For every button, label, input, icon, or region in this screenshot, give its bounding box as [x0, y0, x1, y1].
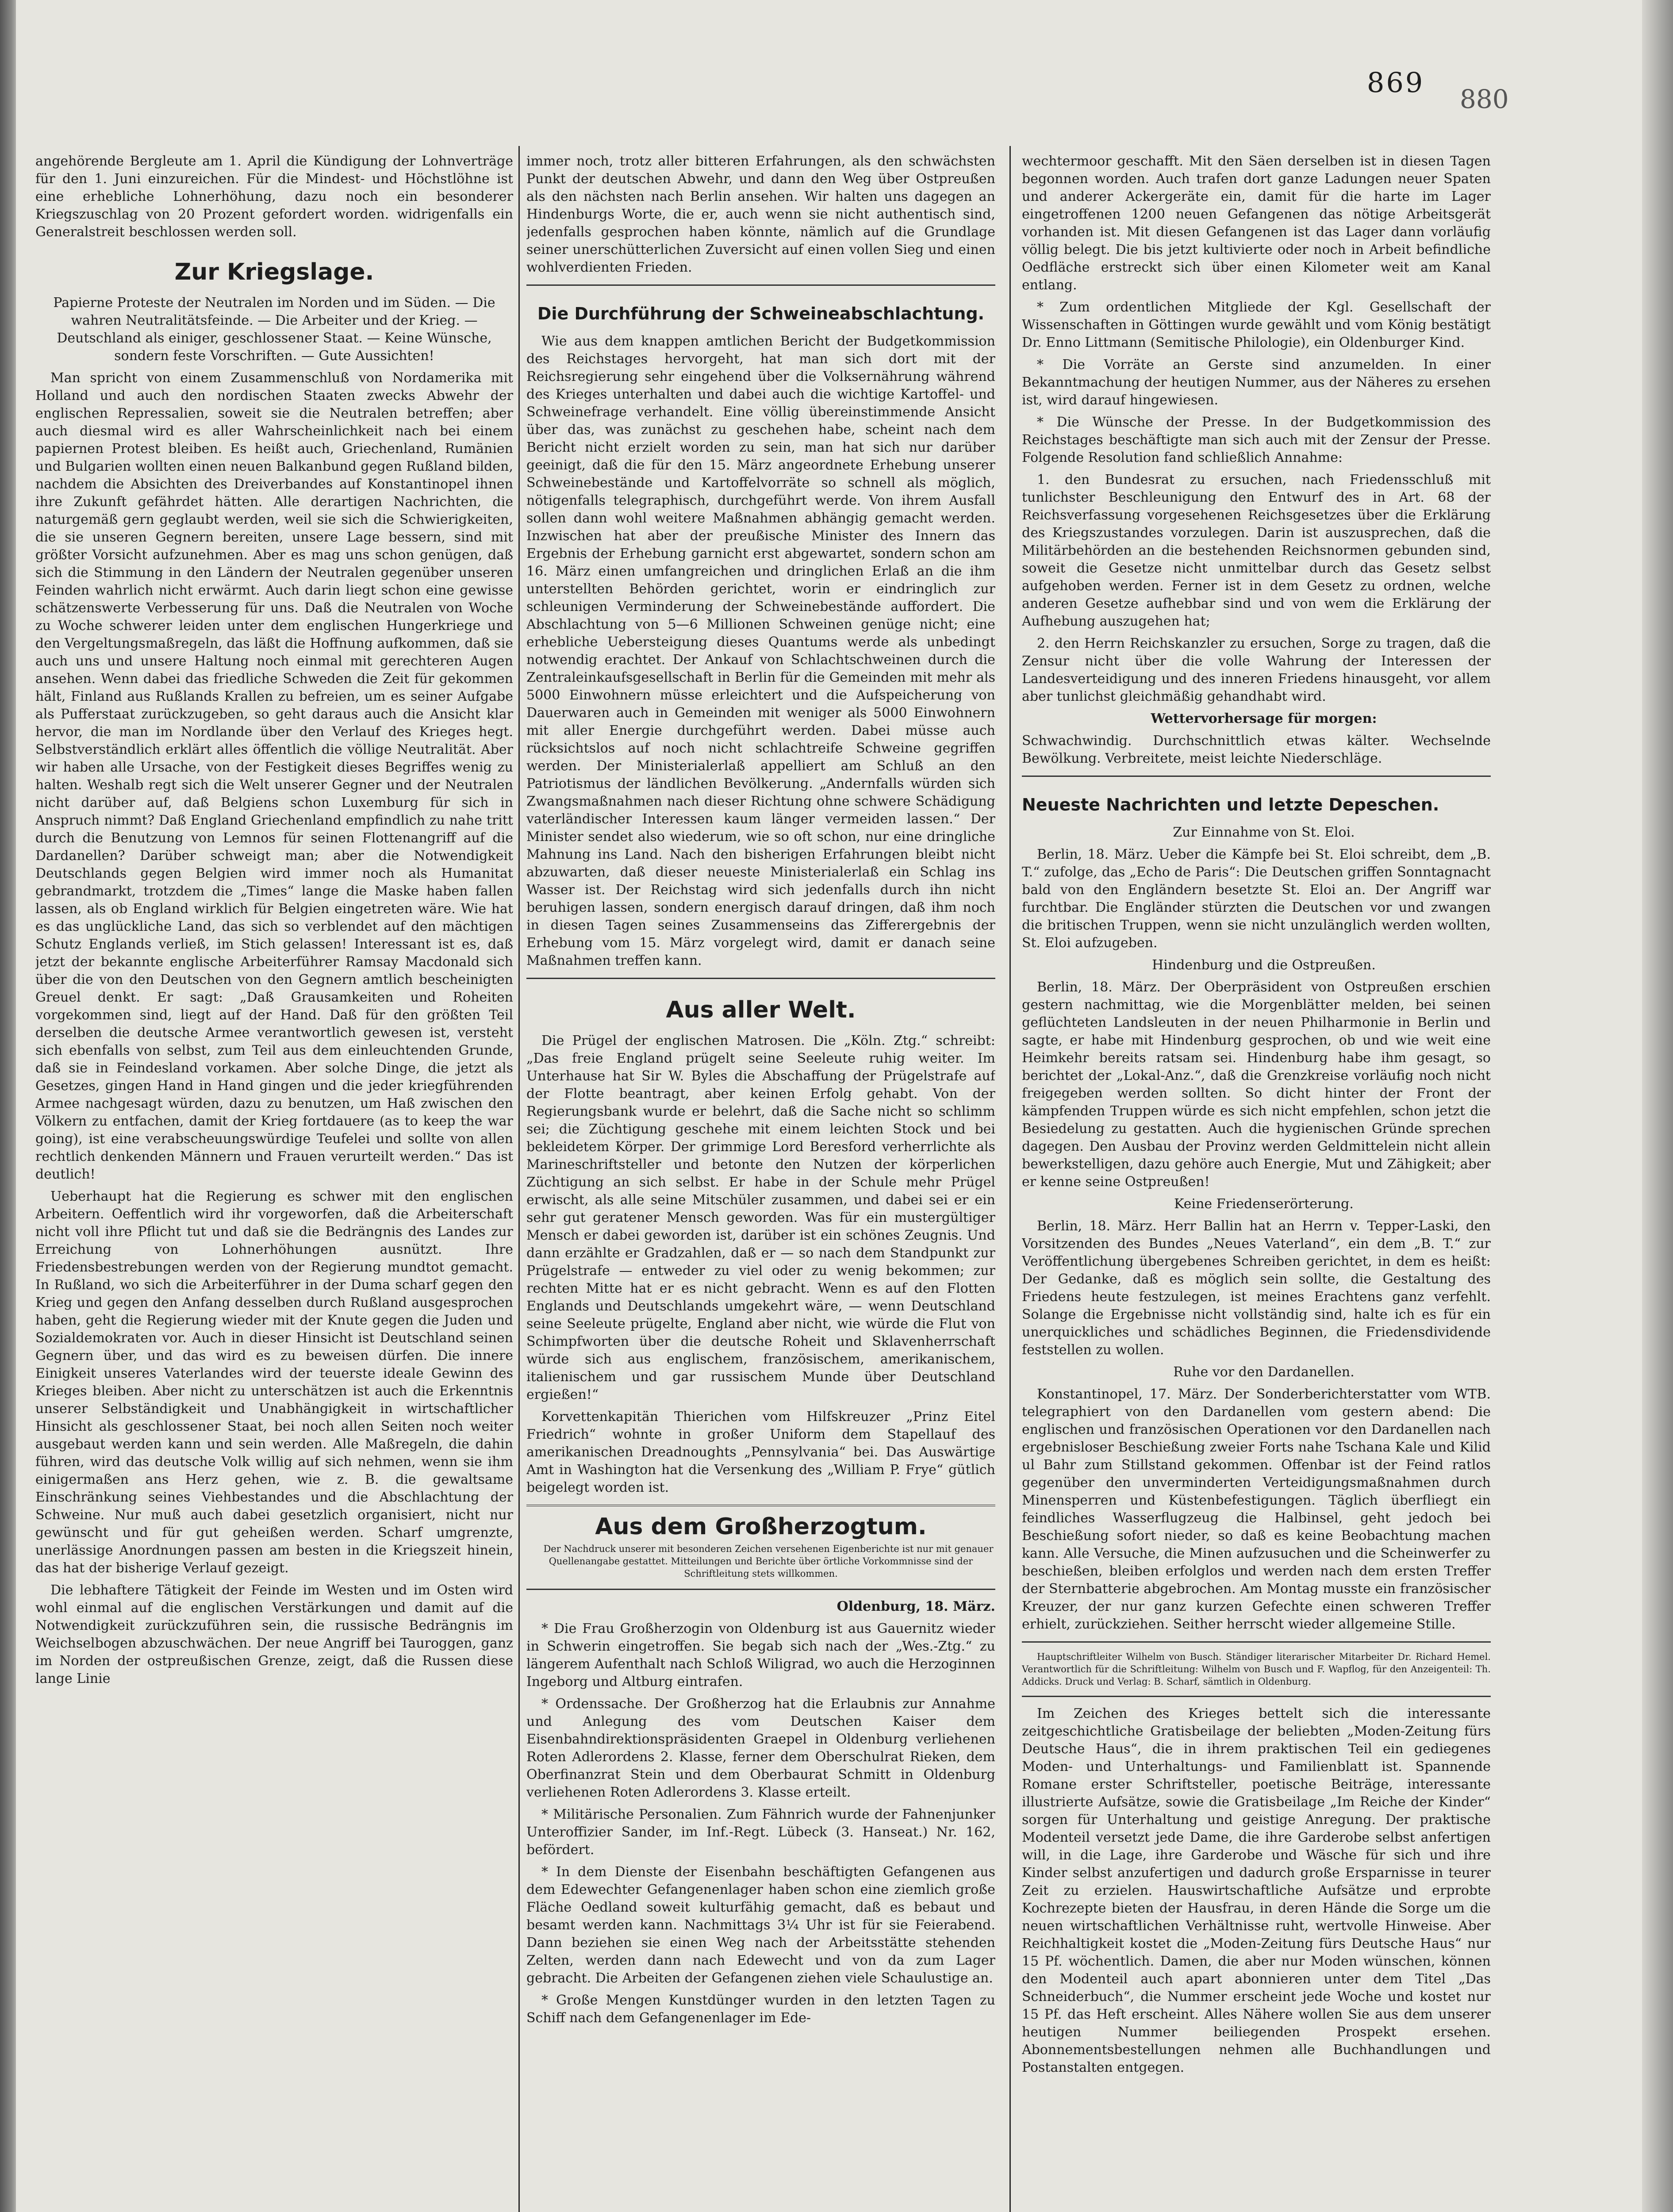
welt-paragraph-2: Korvettenkapitän Thierichen vom Hilfskreuzer „Prinz Eitel Friedrich“ wohnte in großer Uniform dem Stapellauf des amerikanischen Dreadnoughts „Pennsylvania“ bei. Das Auswärtige Amt in Washington hat die Versenkung des „William P. Frye“ gütlich beigelegt worden ist.	[526, 1409, 995, 1495]
dateline: Oldenburg, 18. März.	[836, 1599, 995, 1614]
local-item-6: * Zum ordentlichen Mitgliede der Kgl. Gesellschaft der Wissenschaften in Göttingen wurde gewählt und vom König bestätigt Dr. Enno Littmann (Semitische Philologie), ein Oldenburger Kind.	[1022, 300, 1491, 350]
heading-kriegslage: Zur Kriegslage.	[174, 259, 374, 285]
kriegslage-paragraph-1: Man spricht von einem Zusammenschluß von Nordamerika mit Holland und auch den nordischen Staaten zwecks Abwehr der englischen Repressalien, soweit sie die Neutralen betreffen; aber auch diesmal wird es aller Wahrscheinlichkeit nach bei einem papiernen Protest bleiben. Es heißt auch, Griechenland, Rumänien und Bulgarien wollten einen neuen Balkanbund gegen Rußland bilden, nachdem die Absichten des Dreiverbandes auf Konstantinopel ihnen ihre Zukunft gefährdet hätten. Alle derartigen Nachrichten, die naturgemäß gern geglaubt werden, weil sie sich die Schwierigkeiten, die sie unseren Gegnern bereiten, unsere Lage bessern, sind mit größter Vorsicht aufzunehmen. Aber es mag uns schon genügen, daß sich die Stimmung in den Ländern der Neutralen gegenüber unseren Feinden wahrlich nicht erwärmt. Auch darin liegt schon eine gewisse schätzenswerte Verbesserung für uns. Daß die Neutralen von Woche zu Woche schwerer leiden unter dem englischen Hungerkriege und den Vergeltungsmaßregeln, das läßt die Hoffnung aufkommen, daß sie auch uns und unsere Haltung noch einmal mit gerechteren Augen ansehen. Wenn dabei das friedliche Schweden die Zeit für gekommen hält, Finland aus Rußlands Krallen zu befreien, um es seiner Aufgabe als Pufferstaat zurückzugeben, so geht daraus auch die Ansicht klar hervor, die man im Nordlande über den Verlauf des Krieges hegt. Selbstverständlich erklärt alles öffentlich die völlige Neutralität. Aber wir haben alle Ursache, von der Festigkeit dieses Begriffes wenig zu halten. Weshalb regt sich die Welt unserer Gegner und der Neutralen nicht darüber auf, daß Belgiens schon Luxemburg für sich in Anspruch nimmt? Daß England Griechenland empfindlich zu nahe tritt durch die Benutzung von Lemnos für seinen Flottenangriff auf die Dardanellen? Darüber schweigt man; aber die Notwendigkeit Deutschlands gegen Belgien wird immer noch als Humanitat gebrandmarkt, trotzdem die „Times“ lange die Maske haben fallen lassen, als ob England wirklich für Belgien eingetreten wäre. Wie hat es das unglückliche Land, das sich so verblendet auf den mächtigen Schutz Englands verließ, im Stich gelassen! Interessant ist es, daß jetzt der bekannte englische Arbeiterführer Ramsay Macdonald sich über die von den Deutschen von den Gegnern amtlich bescheinigten Greuel denkt. Er sagt: „Daß Grausamkeiten und Roheiten vorgekommen sind, liegt auf der Hand. Daß für den größten Teil derselben die deutsche Armee verantwortlich gewesen ist, versteht sich ebenfalls von selbst, zum Teil aus dem einleuchtenden Grunde, daß sie in Feindesland vorkamen. Aber solche Dinge, die jetzt als Gesetzes, gingen Hand in Hand gingen und die jeder kriegführenden Armee nachgesagt würden, dazu zu benutzen, um Haß zwischen den Völkern zu entfachen, damit der Krieg fortdauere (as to keep the war going), ist eine verabscheuungswürdige Teufelei und sollte von allen rechtlich denkenden Männern und Frauen verurteilt werden.“ Das ist deutlich!	[35, 370, 513, 1182]
section-rule	[1022, 776, 1491, 777]
subheading-dardanellen: Ruhe vor den Dardanellen.	[1173, 1364, 1355, 1380]
kriegslage-summary: Papierne Proteste der Neutralen im Norden und im Süden. — Die wahren Neutralitätsfeinde. — Die Arbeiter und der Krieg. — Deutschland als einiger, geschlossener Staat. — Keine Wünsche, sondern feste Vorschriften. — Gute Aussichten!	[53, 295, 495, 364]
page-number-stamp: 880	[1460, 84, 1509, 114]
local-item-4: * In dem Dienste der Eisenbahn beschäftigten Gefangenen aus dem Edewechter Gefangenenlager haben schon eine ziemlich große Fläche Oedland soweit kulturfähig gemacht, daß es bebaut und besamt werden kann. Nachmittags 3¼ Uhr ist für sie Feierabend. Dann beziehen sie einen Weg nach der Arbeitsstätte stehenden Zelten, werden dann nach Edewecht und von da zum Lager gebracht. Die Arbeiten der Gefangenen ziehen viele Schaulustige an.	[526, 1864, 995, 1986]
schweine-paragraph: Wie aus dem knappen amtlichen Bericht der Budgetkommission des Reichstages hervorgeht, hat man sich dort mit der Reichsregierung sehr eingehend über die Volksernährung während des Krieges unterhalten und dabei auch die wichtige Kartoffel- und Schweinefrage verhandelt. Eine völlig übereinstimmende Ansicht über das, was zunächst zu geschehen habe, scheint nach dem Bericht nicht erzielt worden zu sein, man hat sich nur darüber geeinigt, daß die für den 15. März angeordnete Erhebung unserer Schweinebestände und Kartoffelvorräte so schnell als möglich, nötigenfalls telegraphisch, durchgeführt werde. Von ihrem Ausfall sollen dann wohl weitere Maßnahmen abhängig gemacht werden. Inzwischen hat aber der preußische Minister des Innern das Ergebnis der Erhebung garnicht erst abgewartet, sondern schon am 16. März einen umfangreichen und dringlichen Erlaß an die ihm unterstellten Behörden gerichtet, worin er eindringlich zur schleunigen Verminderung der Schweinebestände auffordert. Die Abschlachtung von 5—6 Millionen Schweinen genüge nicht; eine erhebliche Uebersteigung dieses Quantums werde als unbedingt notwendig erachtet. Der Ankauf von Schlachtschweinen durch die Zentraleinkaufsgesellschaft in Berlin für die Gemeinden mit mehr als 5000 Einwohnern müsse erleichtert und die Aufspeicherung von Dauerwaren auch in Gemeinden mit weniger als 5000 Einwohnern mit aller Energie durchgeführt werden. Dabei müsse auch rücksichtslos auf noch nicht schlachtreife Schweine gegriffen werden. Der Ministerialerlaß appelliert am Schluß an den Patriotismus der ländlichen Bevölkerung. „Andernfalls würden sich Zwangsmaßnahmen nach dieser Richtung ohne schwere Schädigung vaterländischer Interessen kaum länger vermeiden lassen.“ Der Minister sendet also wiederum, wie so oft schon, nur eine dringliche Mahnung ins Land. Nach den bisherigen Erfahrungen bleibt nicht abzuwarten, daß dieser neueste Ministerialerlaß ein Schlag ins Wasser ist. Der Reichstag wird sich jedenfalls durch ihn nicht beruhigen lassen, sondern energisch darauf dringen, daß ihm noch in diesen Tagen seines Zusammenseins das Zifferergebnis der Erhebung vom 15. März vorgelegt wird, damit er danach seine Maßnahmen treffen kann.	[526, 334, 995, 968]
subheading-frieden: Keine Friedenserörterung.	[1174, 1196, 1354, 1212]
local-item-5: * Große Mengen Kunstdünger wurden in den letzten Tagen zu Schiff nach dem Gefangenenlager im Ede-	[526, 1993, 995, 2026]
heading-schweineabschlachtung: Die Durchführung der Schweineabschlachtung.	[537, 304, 985, 323]
column-1	[35, 153, 513, 2212]
column-2	[526, 153, 995, 2212]
weather-heading: Wettervorhersage für morgen:	[1151, 711, 1377, 726]
section-rule	[1022, 1696, 1491, 1697]
news-dardanellen: Konstantinopel, 17. März. Der Sonderberichterstatter vom WTB. telegraphiert von den Dardanellen vom gestern abend: Die englischen und französischen Operationen vor den Dardanellen nach ergebnisloser Beschießung zweier Forts nahe Tschana Kale und Kilid ul Bahr zum Stillstand gekommen. Offenbar ist der Feind ratlos gegenüber den unverminderten Verteidigungsmaßnahmen durch Minensperren und Küstenbefestigungen. Täglich überfliegt ein feindliches Wasserflugzeug die Halbinsel, geht jedoch bei Beschießung sofort nieder, so daß es keine Beobachtung machen kann. Alle Versuche, die Minen aufzusuchen und die Scheinwerfer zu beschießen, bleiben erfolglos und werden nach dem ersten Treffer der Sternbatterie abgebrochen. Am Montag musste ein französischer Kreuzer, der nur ganz kurzen Gefechte einen schweren Treffer erhielt, zurückziehen. Seither herrscht wieder allgemeine Stille.	[1022, 1386, 1491, 1632]
grossherzogtum-header-box	[526, 1505, 995, 1590]
resolution-item-1: 1. den Bundesrat zu ersuchen, nach Friedensschluß mit tunlichster Beschleunigung den Entwurf des in Art. 68 der Reichsverfassung vorgesehenen Reichsgesetzes über die Erklärung des Kriegszustandes vorzulegen. Darin ist auszusprechen, daß die Militärbehörden an die bestehenden Reichsnormen gebunden sind, soweit die Gesetze nicht unmittelbar durch das Gesetz selbst aufgehoben werden. Ferner ist in dem Gesetz zu ordnen, welche anderen Gesetze aufhebbar sind und von wem die Erklärung der Aufhebung auszugehen hat;	[1022, 472, 1491, 629]
local-item-2: * Ordenssache. Der Großherzog hat die Erlaubnis zur Annahme und Anlegung des vom Deutschen Kaiser dem Eisenbahndirektionspräsidenten Graepel in Oldenburg verliehenen Roten Adlerordens 2. Klasse, ferner dem Oberschulrat Rieken, dem Oberfinanzrat Stein und dem Oberbaurat Schmitt in Oldenburg verliehenen Roten Adlerordens 3. Klasse erteilt.	[526, 1696, 995, 1800]
local-item-1: * Die Frau Großherzogin von Oldenburg ist aus Gauernitz wieder in Schwerin eingetroffen. Sie begab sich nach der „Wes.-Ztg.“ zu längerem Aufenthalt nach Schloß Wiligrad, wo auch die Herzoginnen Ingeborg und Altburg eintrafen.	[526, 1621, 995, 1690]
heading-neueste-nachrichten: Neueste Nachrichten und letzte Depeschen.	[1022, 795, 1439, 814]
section-rule	[526, 284, 995, 286]
intro-paragraph: angehörende Bergleute am 1. April die Kündigung der Lohnverträge für den 1. Juni einzureichen. Für die Mindest- und Höchstlöhne ist eine erhebliche Lohnerhöhung, dazu noch ein besonderer Kriegszuschlag von 20 Prozent gefordert worden. widrigenfalls ein Generalstreit beschlossen werden soll.	[35, 154, 513, 240]
kriegslage-paragraph-3: Die lebhaftere Tätigkeit der Feinde im Westen und im Osten wird wohl einmal auf die englischen Verstärkungen und damit auf die Notwendigkeit zurückzuführen sein, die russische Bedrängnis im Weichselbogen abzuschwächen. Der neue Angriff bei Tauroggen, ganz im Norden der ostpreußischen Grenze, zeigt, daß die Russen diese lange Linie	[35, 1582, 513, 1686]
local-item-7: * Die Vorräte an Gerste sind anzumelden. In einer Bekanntmachung der heutigen Nummer, aus der Näheres zu ersehen ist, wird darauf hingewiesen.	[1022, 357, 1491, 408]
news-frieden: Berlin, 18. März. Herr Ballin hat an Herrn v. Tepper-Laski, den Vorsitzenden des Bundes „Neues Vaterland“, ein dem „B. T.“ zur Veröffentlichung übergebenes Schreiben gerichtet, in dem es heißt: Der Gedanke, daß es möglich sein sollte, die Gestaltung des Friedens heute festzulegen, ist meines Erachtens ganz verfehlt. Solange die Ergebnisse nicht vollständig sind, halte ich es für ein unerquickliches und schädliches Beginnen, die Friedensdividende feststellen zu wollen.	[1022, 1218, 1491, 1358]
local-item-8: * Die Wünsche der Presse. In der Budgetkommission des Reichstages beschäftigte man sich auch mit der Zensur der Presse. Folgende Resolution fand schließlich Annahme:	[1022, 415, 1491, 465]
column-divider-1	[518, 146, 520, 2212]
section-rule	[1022, 1641, 1491, 1643]
heading-aus-aller-welt: Aus aller Welt.	[666, 997, 856, 1023]
local-item-3: * Militärische Personalien. Zum Fähnrich wurde der Fahnenjunker Unteroffizier Sander, im Inf.-Regt. Lübeck (3. Hanseat.) Nr. 162, befördert.	[526, 1807, 995, 1858]
subheading-st-eloi: Zur Einnahme von St. Eloi.	[1173, 825, 1355, 840]
news-st-eloi: Berlin, 18. März. Ueber die Kämpfe bei St. Eloi schreibt, dem „B. T.“ zufolge, das „Echo de Paris“: Die Deutschen griffen Sonntagnacht bald von den Engländern besetzte St. Eloi an. Der Angriff war furchtbar. Die Engländer stürzten die Deutschen vor und zwangen die britischen Truppen, wenn sie nicht unzulänglich werden wollten, St. Eloi aufzugeben.	[1022, 847, 1491, 951]
page-number: 869	[1367, 66, 1425, 99]
page-fold	[1642, 0, 1673, 2212]
subheading-hindenburg: Hindenburg und die Ostpreußen.	[1152, 957, 1376, 973]
reprint-notice: Der Nachdruck unserer mit besonderen Zeichen versehenen Eigenberichte ist nur mit genauer Quellenangabe gestattet. Mitteilungen und Berichte über örtliche Vorkommnisse sind der Schriftleitung stets willkommen.	[543, 1544, 994, 1579]
local-continuation: wechtermoor geschafft. Mit den Säen derselben ist in diesen Tagen begonnen worden. Auch trafen dort ganze Ladungen neuer Spaten und anderer Ackergeräte ein, damit für die harte im Lager eingetroffenen 1200 neuen Gefangenen das nötige Arbeitsgerät vorhanden ist. Mit diesen Gefangenen ist das Lager dann vorläufig völlig belegt. Die bis jetzt kultivierte oder noch in Arbeit befindliche Oedfläche erstreckt sich über einen Kilometer weit am Kanal entlang.	[1022, 154, 1491, 293]
welt-paragraph-1: Die Prügel der englischen Matrosen. Die „Köln. Ztg.“ schreibt: „Das freie England prügelt seine Seeleute ruhig weiter. Im Unterhause hat Sir W. Byles die Abschaffung der Prügelstrafe auf der Flotte beantragt, aber keinen Erfolg gehabt. Von der Regierungsbank wurde er belehrt, daß die Sache nicht so schlimm sei; die Züchtigung geschehe mit einem leichten Stock und bei bekleidetem Körper. Der grimmige Lord Beresford verherrlichte als Marineschriftsteller und betonte den Nutzen der körperlichen Züchtigung an sich selbst. Er habe in der Schule mehr Prügel erwischt, als alle seine Mitschüler zusammen, und dabei sei er ein sehr gut geratener Mensch geworden. Was für ein mustergültiger Mensch er dabei geworden ist, darüber ist ein schönes Zeugnis. Und dann erzählte er Gradzahlen, daß er — so nach dem Standpunkt zur Prügelstrafe — entweder zu viel oder zu wenig bekommen; zur rechten Mitte hat er es nicht gebracht. Wenn es auf den Flotten Englands und Deutschlands umgekehrt wäre, — wenn Deutschland seine Seeleute prügelte, England aber nicht, wie würde die Flut von Schimpfworten über die deutsche Roheit und Sklavenherrschaft würde sich aus englischem, französischem, amerikanischem, italienischem und gar russischem Munde über Deutschland ergießen!“	[526, 1033, 995, 1402]
kriegslage-continuation: immer noch, trotz aller bitteren Erfahrungen, als den schwächsten Punkt der deutschen Abwehr, und dann den Weg über Ostpreußen als den nächsten nach Berlin ansehen. Wir halten uns dagegen an Hindenburgs Worte, die er, auch wenn sie nicht authentisch sind, jedenfalls gesprochen haben könnte, nämlich auf die Grundlage seiner unerschütterlichen Zuversicht auf einen vollen Sieg und einen wohlverdienten Frieden.	[526, 154, 995, 275]
resolution-item-2: 2. den Herrn Reichskanzler zu ersuchen, Sorge zu tragen, daß die Zensur nicht über die volle Wahrung der Interessen der Landesverteidigung und des inneren Friedens hinausgeht, vor allem aber tunlichst gleichmäßig gehandhabt wird.	[1022, 636, 1491, 704]
kriegslage-paragraph-2: Ueberhaupt hat die Regierung es schwer mit den englischen Arbeitern. Oeffentlich wird ihr vorgeworfen, daß die Arbeiterschaft nicht voll ihre Pflicht tut und daß sie die Bedrängnis des Landes zur Erreichung von Lohnerhöhungen ausnützt. Ihre Friedensbestrebungen werden von der Regierung mundtot gemacht. In Rußland, wo sich die Arbeiterführer in der Duma scharf gegen den Krieg und gegen den Anfang desselben durch Rußland ausgesprochen haben, geht die Regierung wieder mit der Knute gegen die Juden und Sozialdemokraten vor. Auch in dieser Hinsicht ist Deutschland seinen Gegnern über, und das wird es zu beweisen dürfen. Die innere Einigkeit unseres Vaterlandes wird der teuerste ideale Gewinn des Krieges bleiben. Aber nicht zu unterschätzen ist auch die Erkenntnis unserer Selbständigkeit und Unabhängigkeit in wirtschaftlicher Hinsicht als geschlossener Staat, bei noch allen Seiten noch weiter ausgebaut werden kann und sein werden. Alle Maßregeln, die dahin führen, wird das deutsche Volk willig auf sich nehmen, wenn sie ihm einigermaßen ans Herz gehen, wie z. B. die gewaltsame Einschränkung seines Viehbestandes und die Abschlachtung der Schweine. Nur muß auch dabei gesetzlich organisiert, nicht nur gewünscht und für gut geheißen werden. Scharf umgrenzte, unerlässige Anordnungen passen am besten in die Kriegszeit hinein, das hat der bisherige Verlauf gezeigt.	[35, 1189, 513, 1576]
heading-grossherzogtum: Aus dem Großherzogtum.	[595, 1513, 927, 1540]
imprint: Hauptschriftleiter Wilhelm von Busch. Ständiger literarischer Mitarbeiter Dr. Richard Hemel. Verantwortlich für die Schriftleitung: Wilhelm von Busch und F. Wapflog, für den Anzeigenteil: Th. Addicks. Druck und Verlag: B. Scharf, sämtlich in Oldenburg.	[1022, 1651, 1491, 1687]
column-divider-2	[1009, 146, 1011, 2212]
column-3	[1022, 153, 1491, 2212]
news-hindenburg: Berlin, 18. März. Der Oberpräsident von Ostpreußen erschien gestern nachmittag, wie die Morgenblätter melden, bei seinen geflüchteten Landsleuten in der neuen Philharmonie in Berlin und sagte, er habe mit Hindenburg gesprochen, ob und wie weit eine Heimkehr bereits ratsam sei. Hindenburg habe ihm gesagt, so berichtet der „Lokal-Anz.“, daß die Grenzkreise vorläufig noch nicht freigegeben werden sollten. So dicht hinter der Front der kämpfenden Truppen würde es sich nicht empfehlen, schon jetzt die Besiedelung zu gestatten. Auch die hygienischen Gründe sprechen dagegen. Den Ausbau der Provinz werden Geldmittelein nicht allein bewerkstelligen, dazu gehöre auch Energie, Mut und Zähigkeit; aber er kenne seine Ostpreußen!	[1022, 979, 1491, 1190]
section-rule	[526, 978, 995, 979]
advertisement-moden-zeitung: Im Zeichen des Krieges bettelt sich die interessante zeitgeschichtliche Gratisbeilage der beliebten „Moden-Zeitung fürs Deutsche Haus“, die in ihrem praktischen Teil ein gediegenes Moden- und Unterhaltungs- und Familienblatt ist. Spannende Romane erster Schriftsteller, poetische Beiträge, interessante illustrierte Aufsätze, sowie die Gratisbeilage „Im Reiche der Kinder“ sorgen für Unterhaltung und geistige Anregung. Der praktische Modenteil versetzt jede Dame, die ihre Garderobe selbst anfertigen will, in die Lage, ihre Garderobe und Wäsche für sich und ihre Kinder selbst anzufertigen und dadurch große Ersparnisse in teurer Zeit zu erzielen. Hauswirtschaftliche Aufsätze und erprobte Kochrezepte bieten der Hausfrau, in deren Hände die Sorge um die neuen wirtschaftlichen Verhältnisse ruht, wertvolle Hinweise. Aber Reichhaltigkeit kostet die „Moden-Zeitung fürs Deutsche Haus“ nur 15 Pf. wöchentlich. Damen, die aber nur Moden wünschen, können den Modenteil auch apart abonnieren unter dem Titel „Das Schneiderbuch“, die Nummer erscheint jede Woche und kostet nur 15 Pf. das Heft erscheint. Alles Nähere wollen Sie aus dem unserer heutigen Nummer beiliegenden Prospekt ersehen. Abonnementsbestellungen nehmen alle Buchhandlungen und Postanstalten entgegen.	[1022, 1706, 1491, 2075]
weather-forecast: Schwachwindig. Durchschnittlich etwas kälter. Wechselnde Bewölkung. Verbreitete, meist leichte Niederschläge.	[1022, 733, 1491, 766]
